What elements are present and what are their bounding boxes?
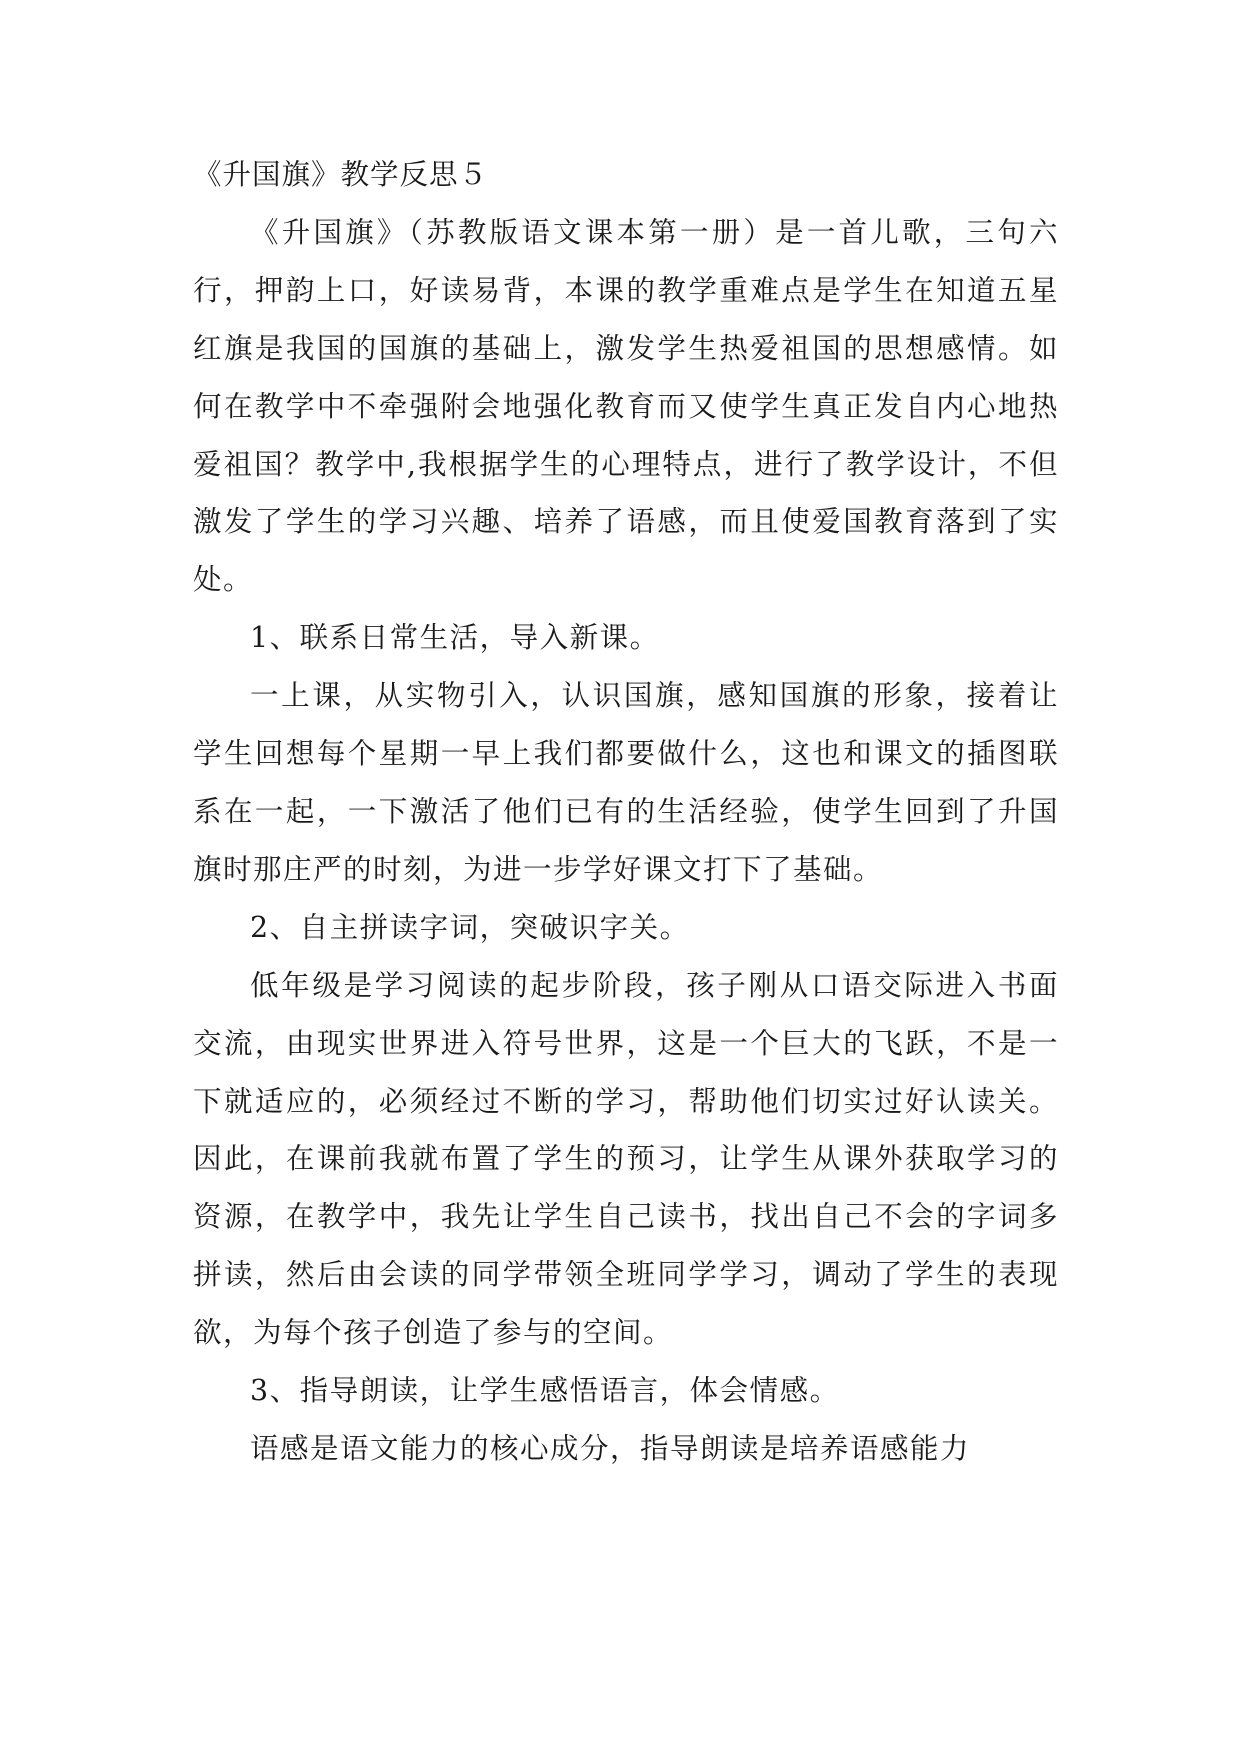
document-title: 《升国旗》教学反思５ [193, 158, 489, 191]
section-heading-3: 3、指导朗读，让学生感悟语言，体会情感。 [250, 1374, 840, 1408]
section-heading-1: 1、联系日常生活，导入新课。 [250, 621, 660, 655]
paragraph-section-3: 语感是语文能力的核心成分，指导朗读是培养语感能力 [250, 1431, 971, 1465]
section-heading-2: 2、自主拼读字词，突破识字关。 [250, 910, 690, 944]
document-body [193, 146, 1059, 1478]
paragraph-section-1: 一上课，从实物引入，认识国旗，感知国旗的形象，接着让学生回想每个星期一早上我们都要做什么，这也和课文的插图联系在一起，一下激活了他们已有的生活经验，使学生回到了升国旗时那庄严的时刻，为进一步学好课文打下了基础。 [193, 679, 1059, 886]
paragraph-section-2: 低年级是学习阅读的起步阶段，孩子刚从口语交际进入书面交流，由现实世界进入符号世界，这是一个巨大的飞跃，不是一下就适应的，必须经过不断的学习，帮助他们切实过好认读关。因此，在课前我就布置了学生的预习，让学生从课外获取学习的资源，在教学中，我先让学生自己读书，找出自己不会的字词多拼读，然后由会读的同学带领全班同学学习，调动了学生的表现欲，为每个孩子创造了参与的空间。 [193, 968, 1059, 1350]
paragraph-intro: 《升国旗》（苏教版语文课本第一册）是一首儿歌，三句六行，押韵上口，好读易背，本课的教学重难点是学生在知道五星红旗是我国的国旗的基础上，激发学生热爱祖国的思想感情。如何在教学中不牵强附会地强化教育而又使学生真正发自内心地热爱祖国？教学中,我根据学生的心理特点，进行了教学设计，不但激发了学生的学习兴趣、培养了语感，而且使爱国教育落到了实处。 [193, 215, 1059, 597]
